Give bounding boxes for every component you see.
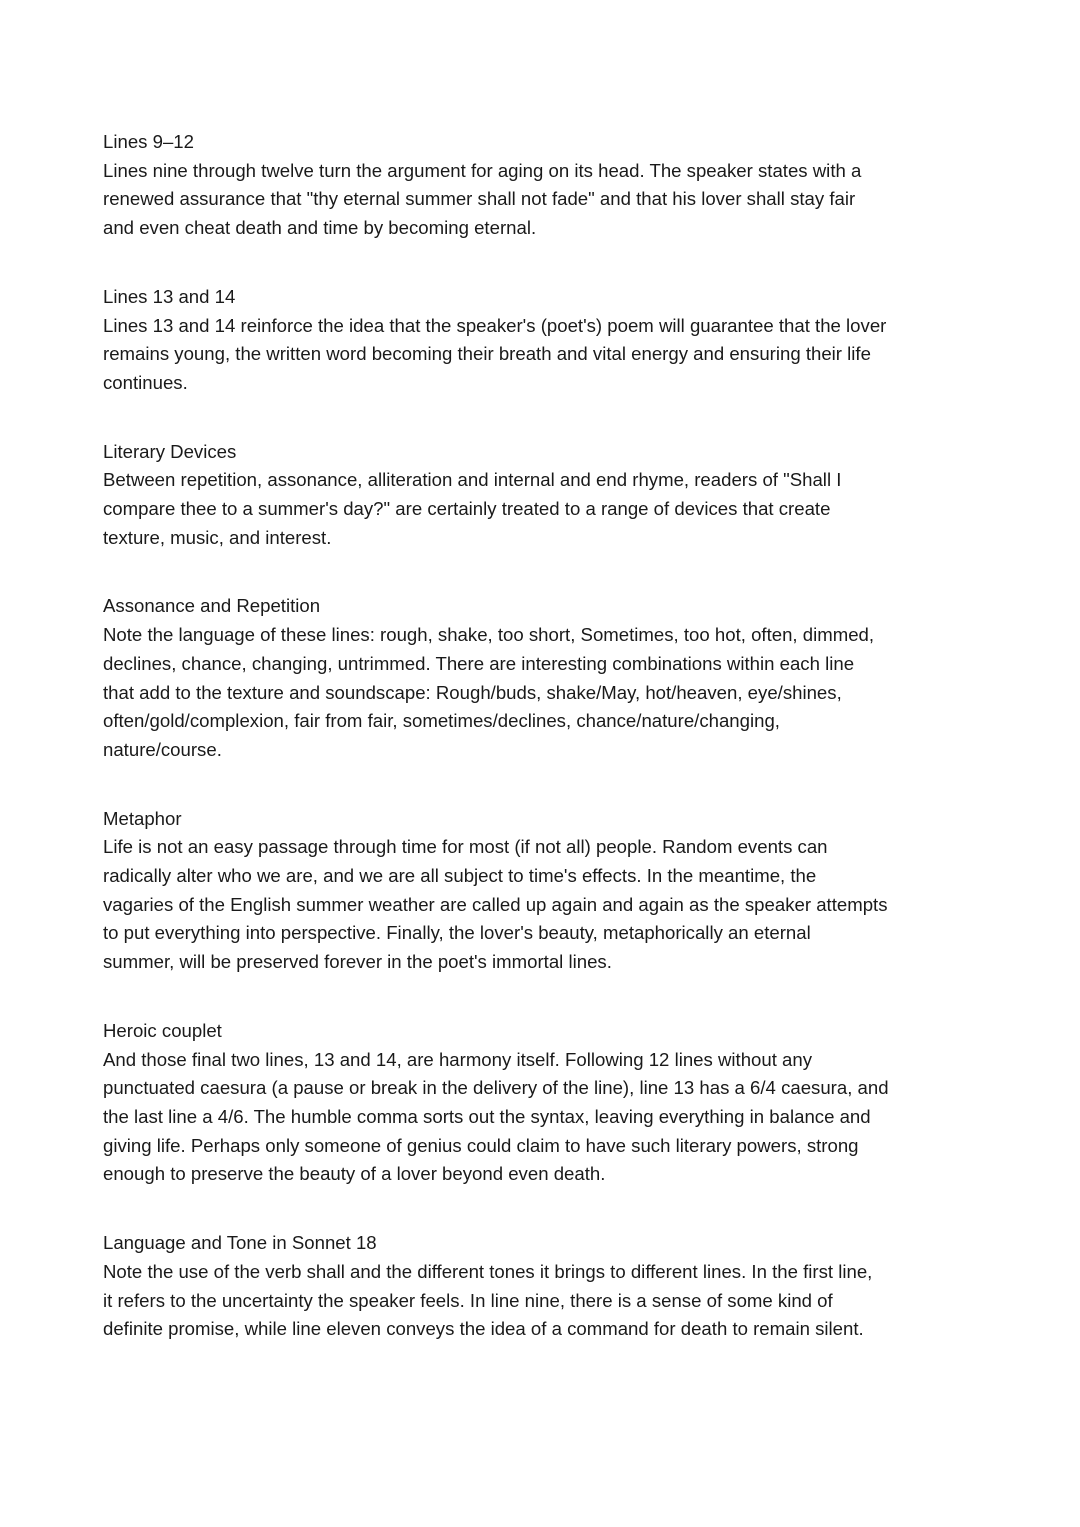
section-heading: Heroic couplet <box>103 1019 222 1041</box>
section-heading: Language and Tone in Sonnet 18 <box>103 1232 377 1254</box>
section-lines-13-14 <box>103 283 963 398</box>
section-heading: Lines 13 and 14 <box>103 285 236 307</box>
section-heading: Literary Devices <box>103 440 237 462</box>
section-heading: Assonance and Repetition <box>103 595 321 617</box>
section-heading: Metaphor <box>103 807 182 829</box>
section-body: Life is not an easy passage through time for most (if not all) people. Random events can radically alter who we are, and we are all subject to time's effects. In the meantime, the vagaries of the English summer weather are called up again and again as the speaker attempts to put everything into perspective. Finally, the lover's beauty, metaphorically an eternal summer, will be preserved forever in the poet's immortal lines. <box>103 836 888 973</box>
section-metaphor <box>103 805 963 977</box>
section-literary-devices <box>103 438 963 553</box>
section-body: Lines nine through twelve turn the argument for aging on its head. The speaker states with a renewed assurance that "thy eternal summer shall not fade" and that his lover shall stay fair and even cheat death and time by becoming eternal. <box>103 159 862 239</box>
section-body: Note the language of these lines: rough, shake, too short, Sometimes, too hot, often, dimmed, declines, chance, changing, untrimmed. There are interesting combinations within each line that add to the texture and soundscape: Rough/buds, shake/May, hot/heaven, eye/shines, often/gold/complexion, fair from fair, sometimes/declines, chance/nature/changing, nature/course. <box>103 624 875 760</box>
section-lines-9-12 <box>103 128 963 243</box>
section-body: And those final two lines, 13 and 14, are harmony itself. Following 12 lines without any punctuated caesura (a pause or break in the delivery of the line), line 13 has a 6/4 caesura, and the last line a 4/6. The humble comma sorts out the syntax, leaving everything in balance and giving life. Perhaps only someone of genius could claim to have such literary powers, strong enough to preserve the beauty of a lover beyond even death. <box>103 1048 889 1185</box>
section-heading: Lines 9–12 <box>103 131 194 152</box>
section-heroic-couplet <box>103 1017 963 1189</box>
section-body: Lines 13 and 14 reinforce the idea that the speaker's (poet's) poem will guarantee that the lover remains young, the written word becoming their breath and vital energy and ensuring their life continues. <box>103 314 887 393</box>
section-body: Note the use of the verb shall and the different tones it brings to different lines. In the first line, it refers to the uncertainty the speaker feels. In line nine, there is a sense of some kind of definite promise, while line eleven conveys the idea of a command for death to remain silent. <box>103 1260 873 1340</box>
section-language-tone <box>103 1229 963 1344</box>
document-page <box>103 128 963 1384</box>
section-assonance-repetition <box>103 592 963 764</box>
section-body: Between repetition, assonance, alliteration and internal and end rhyme, readers of "Shall I compare thee to a summer's day?" are certainly treated to a range of devices that create texture, music, and interest. <box>103 469 842 548</box>
